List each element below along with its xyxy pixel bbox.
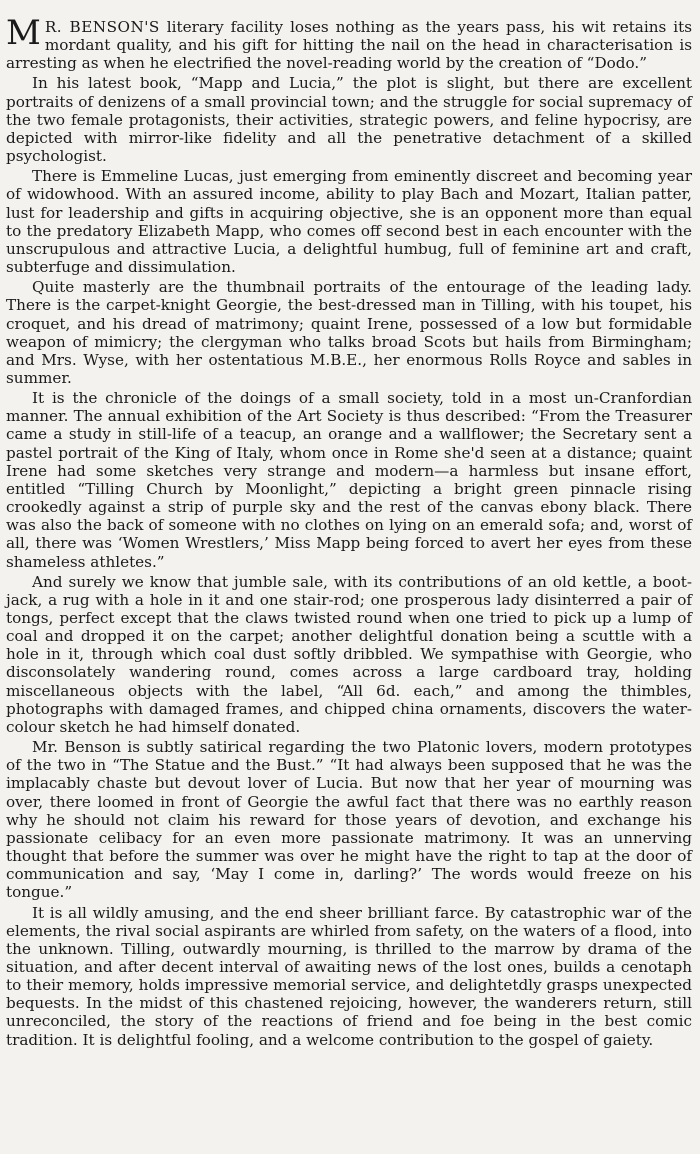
drop-cap-letter: M bbox=[6, 13, 41, 53]
article-paragraph-2: In his latest book, “Mapp and Lucia,” the plot is slight, but there are excellent portraits of denizens of a small provincial town; and the struggle for social supremacy of the two female protagonists, their activities, strategic powers, and feline hypocrisy, are depicted with mirror-like fidelity and all the penetrative detachment of a skilled psychologist. bbox=[6, 74, 692, 166]
article-paragraph-7: Mr. Benson is subtly satirical regarding the two Platonic lovers, modern prototypes of the two in “The Statue and the Bust.” “It had always been supposed that he was the implacably chaste but devout lover of Lucia. But now that her year of mourning was over, there loomed in front of Georgie the awful fact that there was no earthly reason why he should not claim his reward for those years of devotion, and exchange his passionate celibacy for an even more passionate matrimony. It was an unnerving thought that before the summer was over he might have the right to tap at the door of communication and say, ‘May I come in, darling?’ The words would freeze on his tongue.” bbox=[6, 738, 692, 902]
article-paragraph-3: There is Emmeline Lucas, just emerging from eminently discreet and becoming year of widowhood. With an assured income, ability to play Bach and Mozart, Italian patter, lust for leadership and gifts in acquiring objective, she is an opponent more than equal to the predatory Elizabeth Mapp, who comes off second best in each encounter with the unscrupulous and attractive Lucia, a delightful humbug, full of feminine art and craft, subterfuge and dissimulation. bbox=[6, 167, 692, 277]
article-paragraph-4: Quite masterly are the thumbnail portraits of the entourage of the leading lady. There is the carpet-knight Georgie, the best-dressed man in Tilling, with his toupet, his croquet, and his dread of matrimony; quaint Irene, possessed of a low but formidable weapon of mimicry; the clergyman who talks broad Scots but hails from Birmingham; and Mrs. Wyse, with her ostentatious M.B.E., her enormous Rolls Royce and sables in summer. bbox=[6, 278, 692, 387]
opening-small-caps: R. BENSON'S bbox=[44, 18, 160, 36]
article-paragraph-5: It is the chronicle of the doings of a small society, told in a most un-Cranfordian manner. The annual exhibition of the Art Society is thus described: “From the Treasurer came a study in still-life of a teacup, an orange and a wallflower; the Secretary sent a pastel portrait of the King of Italy, whom once in Rome she'd seen at a distance; quaint Irene had some sketches very strange and modern—a harmless but insane effort, entitled “Tilling Church by Moonlight,” depicting a bright green pinnacle rising crookedly against a strip of purple sky and the rest of the canvas ebony black. There was also the back of someone with no clothes on lying on an emerald sofa; and, worst of all, there was ‘Women Wrestlers,’ Miss Mapp being forced to avert her eyes from these shameless athletes.” bbox=[6, 389, 692, 571]
article-paragraph-6: And surely we know that jumble sale, with its contributions of an old kettle, a boot-jack, a rug with a hole in it and one stair-rod; one prosperous lady disinterred a pair of tongs, perfect except that the claws twisted round when one tried to pick up a lump of coal and dropped it on the carpet; another delightful donation being a scuttle with a hole in it, through which coal dust softly dribbled. We sympathise with Georgie, who disconsolately wandering round, comes across a large cardboard tray, holding miscellaneous objects with the label, “All 6d. each,” and among the thimbles, photographs with damaged frames, and chipped china ornaments, discovers the water-colour sketch he had himself donated. bbox=[6, 572, 692, 736]
article-paragraph-8: It is all wildly amusing, and the end sheer brilliant farce. By catastrophic war of the elements, the rival social aspirants are whirled from safety, on the waters of a flood, into the unknown. Tilling, outwardly mourning, is thrilled to the marrow by drama of the situation, and after decent interval of awaiting news of the lost ones, builds a cenotaph to their memory, holds impressive memorial service, and delightetdly grasps unexpected bequests. In the midst of this chastened rejoicing, however, the wanderers return, still unreconciled, the story of the reactions of friend and foe being in the best comic tradition. It is delightful fooling, and a welcome contribution to the gospel of gaiety. bbox=[6, 903, 692, 1049]
article-body bbox=[6, 13, 692, 1051]
paragraph-text: literary facility loses nothing as the years pass, his wit retains its mordant quality, and his gift for hitting the nail on the head in characterisation is arresting as when he electrified the novel-reading world by the creation of “Dodo.” bbox=[6, 18, 692, 73]
article-paragraph-1 bbox=[6, 13, 692, 73]
